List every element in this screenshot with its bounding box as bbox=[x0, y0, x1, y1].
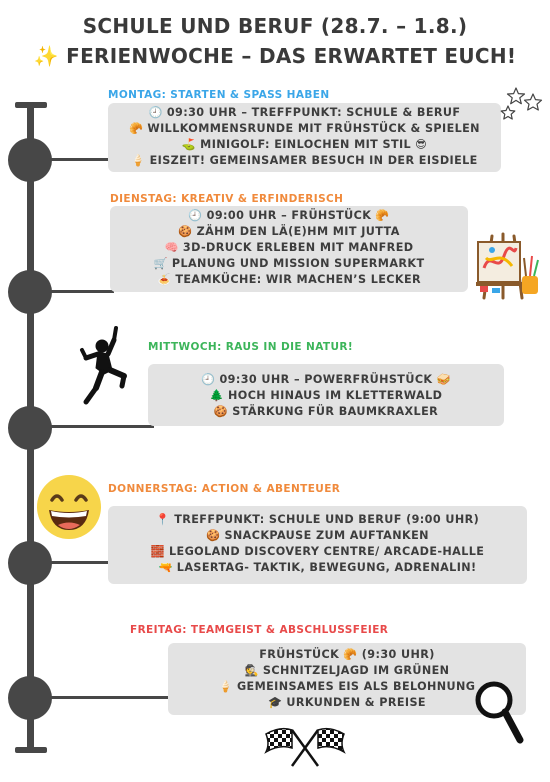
list-item-text: EISZEIT! GEMEINSAMER BESUCH IN DER EISDIELE bbox=[149, 154, 478, 167]
list-item bbox=[108, 528, 527, 544]
sandwich-icon: 🥪 bbox=[436, 373, 451, 386]
croissant-icon: 🥐 bbox=[129, 122, 144, 135]
page-title: SCHULE UND BERUF (28.7. – 1.8.) bbox=[82, 14, 468, 38]
croissant-icon: 🥐 bbox=[375, 209, 390, 222]
list-item-text: LASERTAG- TAKTIK, BEWEGUNG, ADRENALIN! bbox=[176, 561, 477, 574]
day-box-thursday bbox=[108, 506, 527, 584]
timeline-connector bbox=[34, 696, 168, 699]
timeline-connector bbox=[34, 425, 154, 428]
easel-painting-icon bbox=[470, 228, 544, 300]
list-item bbox=[168, 679, 526, 695]
list-item-text: 09:30 UHR – TREFFPUNKT: SCHULE & BERUF bbox=[166, 106, 461, 119]
list-item bbox=[110, 208, 468, 224]
page-subtitle bbox=[0, 44, 550, 68]
subtitle-text: FERIENWOCHE – DAS ERWARTET EUCH! bbox=[66, 44, 517, 68]
brain-icon: 🧠 bbox=[164, 241, 179, 254]
list-item-text: URKUNDEN & PREISE bbox=[286, 696, 426, 709]
ice-cream-icon: 🍦 bbox=[131, 154, 146, 167]
list-item-text: LEGOLAND DISCOVERY CENTRE/ ARCADE-HALLE bbox=[169, 545, 485, 558]
list-item-text: FRÜHSTÜCK bbox=[259, 648, 340, 661]
list-item bbox=[110, 256, 468, 272]
sparkles-icon: ✨ bbox=[33, 44, 59, 68]
day-heading-wednesday: MITTWOCH: RAUS IN DIE NATUR! bbox=[148, 341, 354, 353]
day-heading-friday: FREITAG: TEAMGEIST & ABSCHLUSSFEIER bbox=[130, 624, 389, 636]
list-item-text: SCHNITZELJAGD IM GRÜNEN bbox=[262, 664, 450, 677]
cookie-icon: 🍪 bbox=[178, 225, 193, 238]
detective-icon: 🕵 bbox=[244, 664, 259, 677]
list-item-text: TREFFPUNKT: SCHULE UND BERUF (9:00 UHR) bbox=[174, 513, 480, 526]
timeline-node-wednesday bbox=[8, 406, 52, 450]
list-item bbox=[108, 560, 527, 576]
list-item-text: TEAMKÜCHE: WIR MACHEN’S LECKER bbox=[175, 273, 422, 286]
shopping-cart-icon: 🛒 bbox=[153, 257, 168, 270]
list-item-text: 09:30 UHR – POWERFRÜHSTÜCK bbox=[219, 373, 433, 386]
list-item-text: ZÄHM DEN LÄ(E)HM MIT JUTTA bbox=[196, 225, 400, 238]
list-item bbox=[110, 272, 468, 288]
grinning-smiley-icon bbox=[36, 474, 102, 540]
stars-outline-icon bbox=[496, 84, 546, 124]
map-pin-icon: 📍 bbox=[155, 513, 171, 526]
day-heading-tuesday: DIENSTAG: KREATIV & ERFINDERISCH bbox=[110, 193, 344, 205]
list-item bbox=[110, 240, 468, 256]
list-item bbox=[108, 105, 501, 121]
list-item-text: MINIGOLF: EINLOCHEN MIT STIL bbox=[200, 138, 412, 151]
sunglasses-smiley-icon: 😎 bbox=[415, 138, 428, 151]
brick-icon: 🧱 bbox=[150, 545, 165, 558]
day-box-tuesday bbox=[110, 206, 468, 292]
day-box-wednesday bbox=[148, 364, 504, 426]
list-item-text: SNACKPAUSE ZUM AUFTANKEN bbox=[224, 529, 429, 542]
list-item bbox=[148, 372, 504, 388]
day-box-monday bbox=[108, 103, 501, 172]
list-item bbox=[148, 404, 504, 420]
clock-icon: 🕘 bbox=[148, 106, 163, 119]
timeline-connector bbox=[34, 290, 114, 293]
list-item-text: HOCH HINAUS IM KLETTERWALD bbox=[228, 389, 443, 402]
list-item bbox=[108, 512, 527, 528]
day-heading-thursday: DONNERSTAG: ACTION & ABENTEUER bbox=[108, 483, 341, 495]
day-box-friday bbox=[168, 643, 526, 715]
list-item bbox=[168, 695, 526, 711]
list-item-text: 3D-DRUCK ERLEBEN MIT MANFRED bbox=[182, 241, 414, 254]
climber-silhouette-icon bbox=[78, 324, 130, 406]
list-item-text: STÄRKUNG FÜR BAUMKRAXLER bbox=[232, 405, 439, 418]
day-heading-monday: MONTAG: STARTEN & SPASS HABEN bbox=[108, 89, 330, 101]
list-item-text: PLANUNG UND MISSION SUPERMARKT bbox=[171, 257, 425, 270]
timeline-connector bbox=[34, 158, 114, 161]
magnifying-glass-icon bbox=[474, 680, 524, 744]
croissant-icon: 🥐 (9:30 UHR) bbox=[343, 648, 435, 661]
list-item bbox=[108, 153, 501, 169]
list-item bbox=[108, 544, 527, 560]
clock-icon: 🕘 bbox=[188, 209, 203, 222]
list-item bbox=[148, 388, 504, 404]
water-pistol-icon: 🔫 bbox=[158, 561, 173, 574]
golf-flag-icon: ⛳ bbox=[181, 138, 197, 151]
ice-cream-icon: 🍦 bbox=[218, 680, 233, 693]
checkered-flags-icon bbox=[262, 726, 348, 768]
list-item bbox=[168, 663, 526, 679]
graduation-cap-icon: 🎓 bbox=[268, 696, 283, 709]
cookie-icon: 🍪 bbox=[206, 529, 221, 542]
tree-icon: 🌲 bbox=[209, 389, 225, 402]
clock-icon: 🕘 bbox=[201, 373, 216, 386]
cookie-icon: 🍪 bbox=[213, 405, 229, 418]
list-item bbox=[110, 224, 468, 240]
list-item-text: WILLKOMMENSRUNDE MIT FRÜHSTÜCK & SPIELEN bbox=[147, 122, 480, 135]
list-item bbox=[108, 137, 501, 153]
pasta-icon: 🍝 bbox=[156, 273, 172, 286]
list-item bbox=[168, 647, 526, 663]
list-item-text: 09:00 UHR – FRÜHSTÜCK bbox=[206, 209, 372, 222]
timeline-bottom-cap bbox=[15, 747, 47, 753]
list-item-text: GEMEINSAMES EIS ALS BELOHNUNG bbox=[236, 680, 476, 693]
list-item bbox=[108, 121, 501, 137]
